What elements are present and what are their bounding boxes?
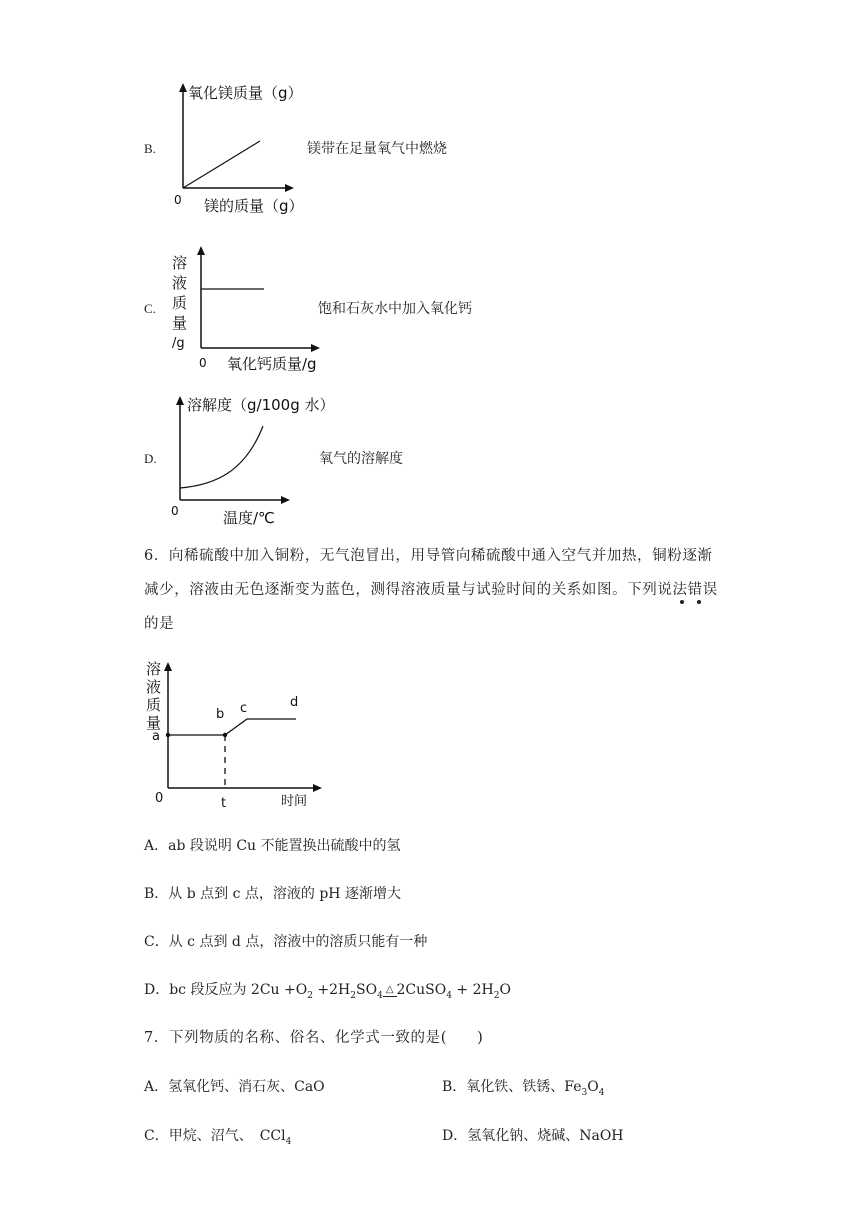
- linear-line: [183, 141, 260, 188]
- option-b-letter: B.: [144, 141, 156, 156]
- q6-option-d: D．bc 段反应为 $2Cu +O_2$ $+2H_2SO_4\triangle$ 2CuSO$_4$ + $2H_2O$: [144, 982, 511, 1001]
- q6-option-a: A．ab 段说明 Cu 不能置换出硫酸中的氢: [144, 838, 401, 854]
- origin-label: 0: [199, 356, 207, 370]
- origin-label: 0: [174, 193, 182, 207]
- y-label-2: 液: [146, 678, 162, 696]
- y-label-3: 质: [146, 696, 162, 714]
- q7-option-a: A．氢氧化钙、消石灰、CaO: [144, 1079, 325, 1095]
- option-d-desc: 氧气的溶解度: [319, 451, 403, 467]
- x-axis-label: 温度/℃: [223, 509, 275, 527]
- t-tick-label: t: [221, 796, 227, 811]
- y-label-2: 液: [172, 274, 188, 292]
- y-label-4: 量: [172, 314, 188, 332]
- emphasis-dot: [680, 600, 684, 604]
- option-b-desc: 镁带在足量氧气中燃烧: [307, 141, 447, 157]
- x-axis-arrow: [311, 344, 320, 352]
- q6-stem-line1: 6．向稀硫酸中加入铜粉，无气泡冒出，用导管向稀硫酸中通入空气并加热，铜粉逐渐: [144, 548, 713, 564]
- y-axis-arrow: [164, 662, 172, 671]
- point-d-label: d: [290, 695, 299, 710]
- emphasis-dot: [697, 600, 701, 604]
- origin-label: 0: [171, 504, 179, 518]
- option-c-desc: 饱和石灰水中加入氧化钙: [318, 301, 472, 317]
- y-axis-label: 氧化镁质量（g）: [188, 84, 303, 102]
- point-c-label: c: [240, 701, 248, 716]
- y-label-4: 量: [146, 714, 162, 732]
- x-axis-label: 镁的质量（g）: [204, 197, 304, 215]
- point-a-label: a: [152, 729, 160, 744]
- q7-option-b: B．氧化铁、铁锈、$Fe_3O_4$: [442, 1079, 605, 1098]
- q6-stem-line2: 减少，溶液由无色逐渐变为蓝色，测得溶液质量与试验时间的关系如图。下列说法错误: [144, 582, 718, 598]
- q6-option-c: C．从 c 点到 d 点，溶液中的溶质只能有一种: [144, 934, 428, 950]
- y-axis-arrow: [197, 246, 205, 255]
- graph-d: [160, 390, 340, 530]
- x-axis-label: 时间: [281, 794, 308, 809]
- point-b-marker: [223, 733, 227, 737]
- x-axis-label: 氧化钙质量/g: [227, 355, 317, 373]
- point-b-label: b: [216, 707, 225, 722]
- y-label-1: 溶: [146, 660, 162, 678]
- y-label-3: 质: [172, 294, 188, 312]
- increasing-curve: [180, 426, 263, 488]
- q6-option-b: B．从 b 点到 c 点，溶液的 pH 逐渐增大: [144, 886, 401, 902]
- y-label-1: 溶: [172, 254, 188, 272]
- y-axis-arrow: [179, 83, 187, 92]
- graph-b: [160, 78, 320, 218]
- point-a-marker: [166, 733, 170, 737]
- y-axis-label: 溶解度（g/100g 水）: [187, 396, 335, 414]
- y-axis-arrow: [176, 396, 184, 405]
- graph-c: [166, 240, 336, 380]
- heating-condition: △: [383, 984, 397, 997]
- option-d-letter: D.: [144, 451, 157, 466]
- y-label-5: /g: [172, 336, 185, 351]
- q6-stem-line3: 的是: [144, 616, 175, 632]
- q7-option-d: D．氢氧化钠、烧碱、NaOH: [442, 1128, 624, 1144]
- q7-option-c: C．甲烷、沼气、 CCl$_4$: [144, 1128, 292, 1147]
- option-c-letter: C.: [144, 301, 156, 316]
- x-axis-arrow: [281, 496, 290, 504]
- origin-label: 0: [155, 791, 164, 806]
- x-axis-arrow: [313, 784, 322, 792]
- mass-line: [168, 719, 296, 735]
- q7-stem: 7．下列物质的名称、俗名、化学式一致的是( ): [144, 1030, 484, 1046]
- graph-q6: [140, 650, 330, 815]
- x-axis-arrow: [285, 184, 294, 192]
